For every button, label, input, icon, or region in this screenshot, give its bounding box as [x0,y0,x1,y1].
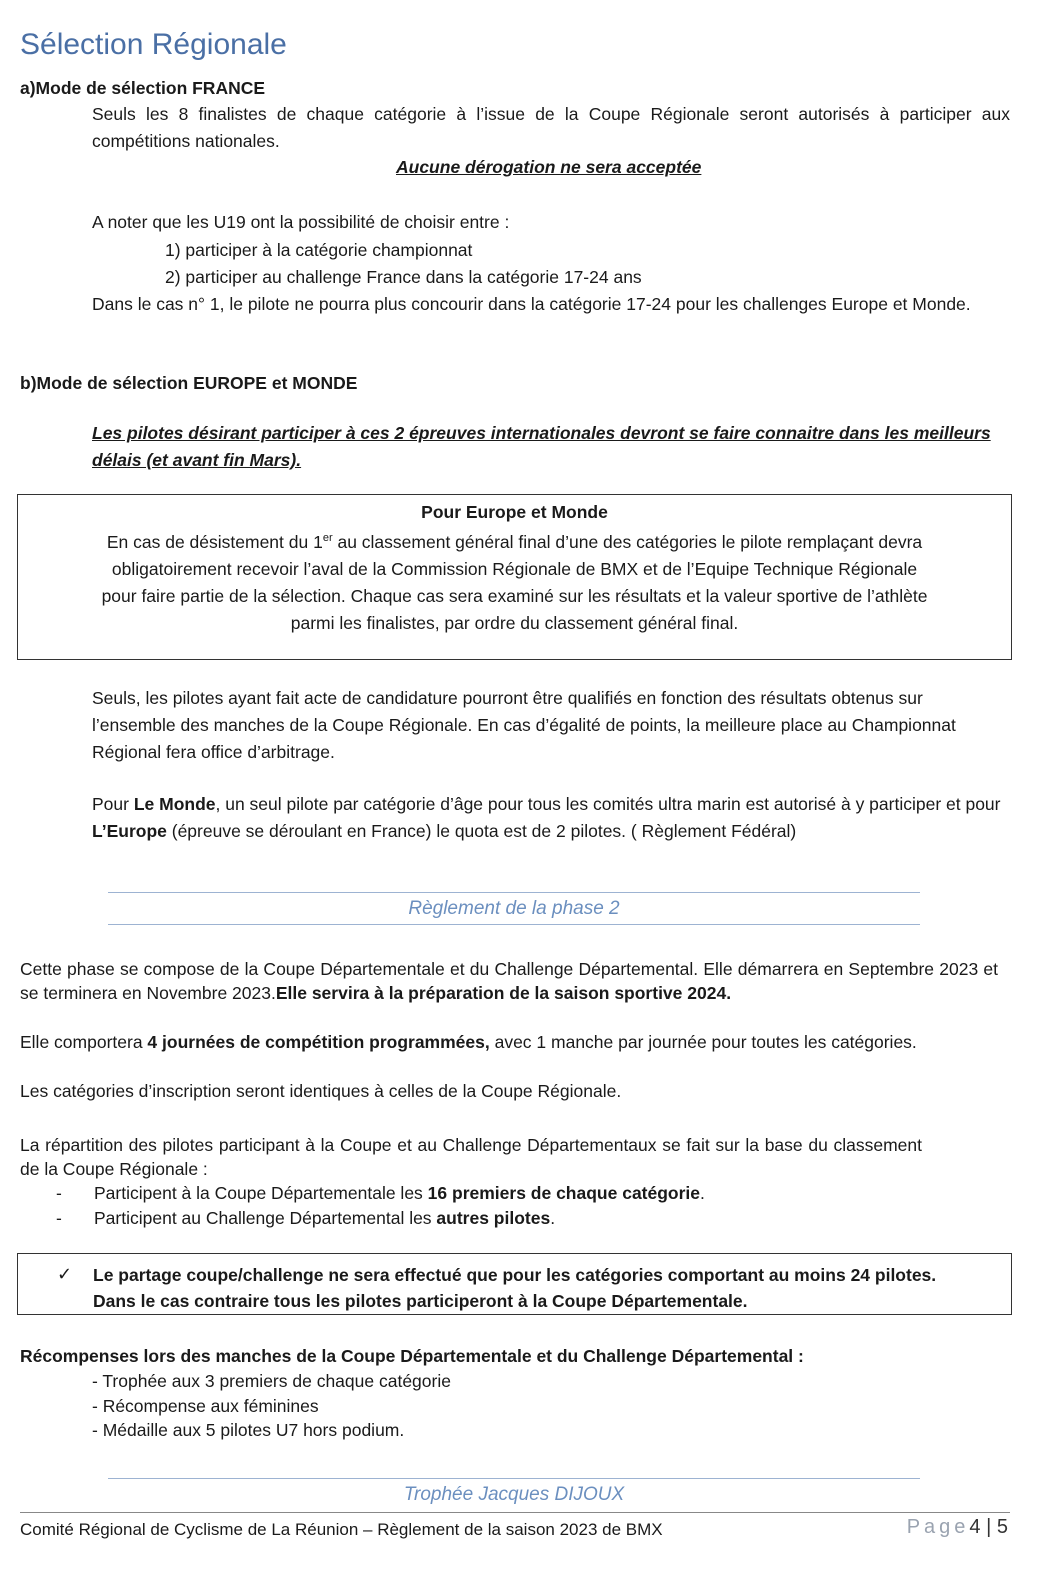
phase2-p2-bold: 4 journées de compétition programmées, [147,1032,490,1052]
reward-item-2: - Récompense aux féminines [92,1396,319,1416]
box-text-start: En cas de désistement du 1 [106,531,323,552]
monde-europe-paragraph [92,791,1010,845]
phase2-p2-text-2: avec 1 manche par journée pour toutes les catégories. [489,1032,917,1052]
case1-paragraph: Dans le cas n° 1, le pilote ne pourra plus concourir dans la catégorie 17-24 pour les challenges Europe et Monde. [92,294,971,314]
box-text-end: au classement général final d’une des catégories le pilote remplaçant devra obligatoirement recevoir l’aval de la Commission Régionale de BMX et de l’Equipe Technique Régionale pour faire partie de la sélection. Chaque cas sera examiné sur les résultats et la valeur sportive de l’athlète parmi les finalistes, par ordre du classement général final. [101,531,928,633]
section-b-notice: Les pilotes désirant participer à ces 2 épreuves internationales devront se faire connaitre dans les meilleurs délais (et avant fin Mars). [92,423,991,470]
phase2-paragraph-4: La répartition des pilotes participant à la Coupe et au Challenge Départementaux se fait sur la base du classement de la Coupe Régionale : [20,1135,922,1179]
box-text-sup: er [322,532,333,544]
bullet2-text: Participent au Challenge Départemental les [94,1208,437,1228]
monde-text-2: , un seul pilote par catégorie d’âge pour tous les comités ultra marin est autorisé à y participer et pour [215,794,1001,814]
footer-text: Comité Régional de Cyclisme de La Réunion – Règlement de la saison 2023 de BMX [20,1520,663,1539]
trophy-heading: Trophée Jacques DIJOUX [403,1484,625,1505]
bullet-mark-2: - [56,1208,62,1228]
box-text [93,525,936,637]
phase2-rule-top [108,892,920,893]
bullet1-end: . [700,1183,705,1203]
footer-divider [20,1512,1010,1513]
phase2-p1-text: Cette phase se compose de la Coupe Départementale et du Challenge Départemental. Elle démarrera en Septembre 2023 et se terminera en Novembre 2023. [20,959,998,1003]
box-title: Pour Europe et Monde [421,502,608,522]
bullet-mark-1: - [56,1183,62,1203]
page-current: 4 [969,1516,981,1538]
bullet2-bold: autres pilotes [436,1208,551,1228]
section-b-heading: b)Mode de sélection EUROPE et MONDE [20,373,358,393]
bullet2-end: . [550,1208,556,1228]
u19-option-1: 1) participer à la catégorie championnat [165,240,473,260]
section-a-heading: a)Mode de sélection FRANCE [20,78,266,98]
bullet1-text: Participent à la Coupe Départementale les [94,1183,428,1203]
check-icon: ✓ [57,1264,73,1284]
bullet-item-1 [94,1183,705,1204]
phase2-p2-text-1: Elle comportera [20,1032,148,1052]
section-a-paragraph: Seuls les 8 finalistes de chaque catégorie à l’issue de la Coupe Régionale seront autorisés à participer aux compétitions nationales. [92,104,1010,151]
monde-bold-2: L’Europe [92,821,167,841]
split-rule-box [17,1253,1012,1315]
rewards-heading: Récompenses lors des manches de la Coupe Départementale et du Challenge Départemental : [20,1346,804,1366]
candidates-paragraph: Seuls, les pilotes ayant fait acte de candidature pourront être qualifiés en fonction des résultats obtenus sur l’ensemble des manches de la Coupe Régionale. En cas d’égalité de points, la meilleure place au Championnat Régional fera office d’arbitrage. [92,688,956,762]
phase2-paragraph-1 [20,957,998,1005]
phase2-rule-bottom [108,924,920,925]
trophy-rule-top [108,1478,920,1479]
page-total: 5 [996,1516,1008,1538]
bullet1-bold: 16 premiers de chaque catégorie [427,1183,701,1203]
reward-item-1: - Trophée aux 3 premiers de chaque catégorie [92,1371,451,1391]
phase2-heading: Règlement de la phase 2 [408,898,620,919]
phase2-paragraph-3: Les catégories d’inscription seront identiques à celles de la Coupe Régionale. [20,1081,622,1101]
u19-option-2: 2) participer au challenge France dans la catégorie 17-24 ans [165,267,642,287]
page-title: Sélection Régionale [20,28,287,61]
split-rule-text: Le partage coupe/challenge ne sera effectué que pour les catégories comportant au moins 24 pilotes. Dans le cas contraire tous les pilotes participeront à la Coupe Départementale. [93,1265,937,1311]
europe-monde-box [17,494,1012,660]
section-a-notice: Aucune dérogation ne sera acceptée [396,157,702,177]
phase2-p1-bold: Elle servira à la préparation de la saison sportive 2024. [275,983,732,1003]
monde-text-1: Pour [92,794,134,814]
page-separator: | [986,1516,992,1538]
page-label: Page [906,1516,970,1538]
monde-bold-1: Le Monde [133,794,216,814]
page-number [907,1516,1008,1539]
reward-item-3: - Médaille aux 5 pilotes U7 hors podium. [92,1420,405,1440]
u19-note: A noter que les U19 ont la possibilité de choisir entre : [92,212,510,232]
bullet-item-2 [94,1208,555,1229]
phase2-paragraph-2 [20,1032,917,1053]
monde-text-3: (épreuve se déroulant en France) le quota est de 2 pilotes. ( Règlement Fédéral) [166,821,797,841]
